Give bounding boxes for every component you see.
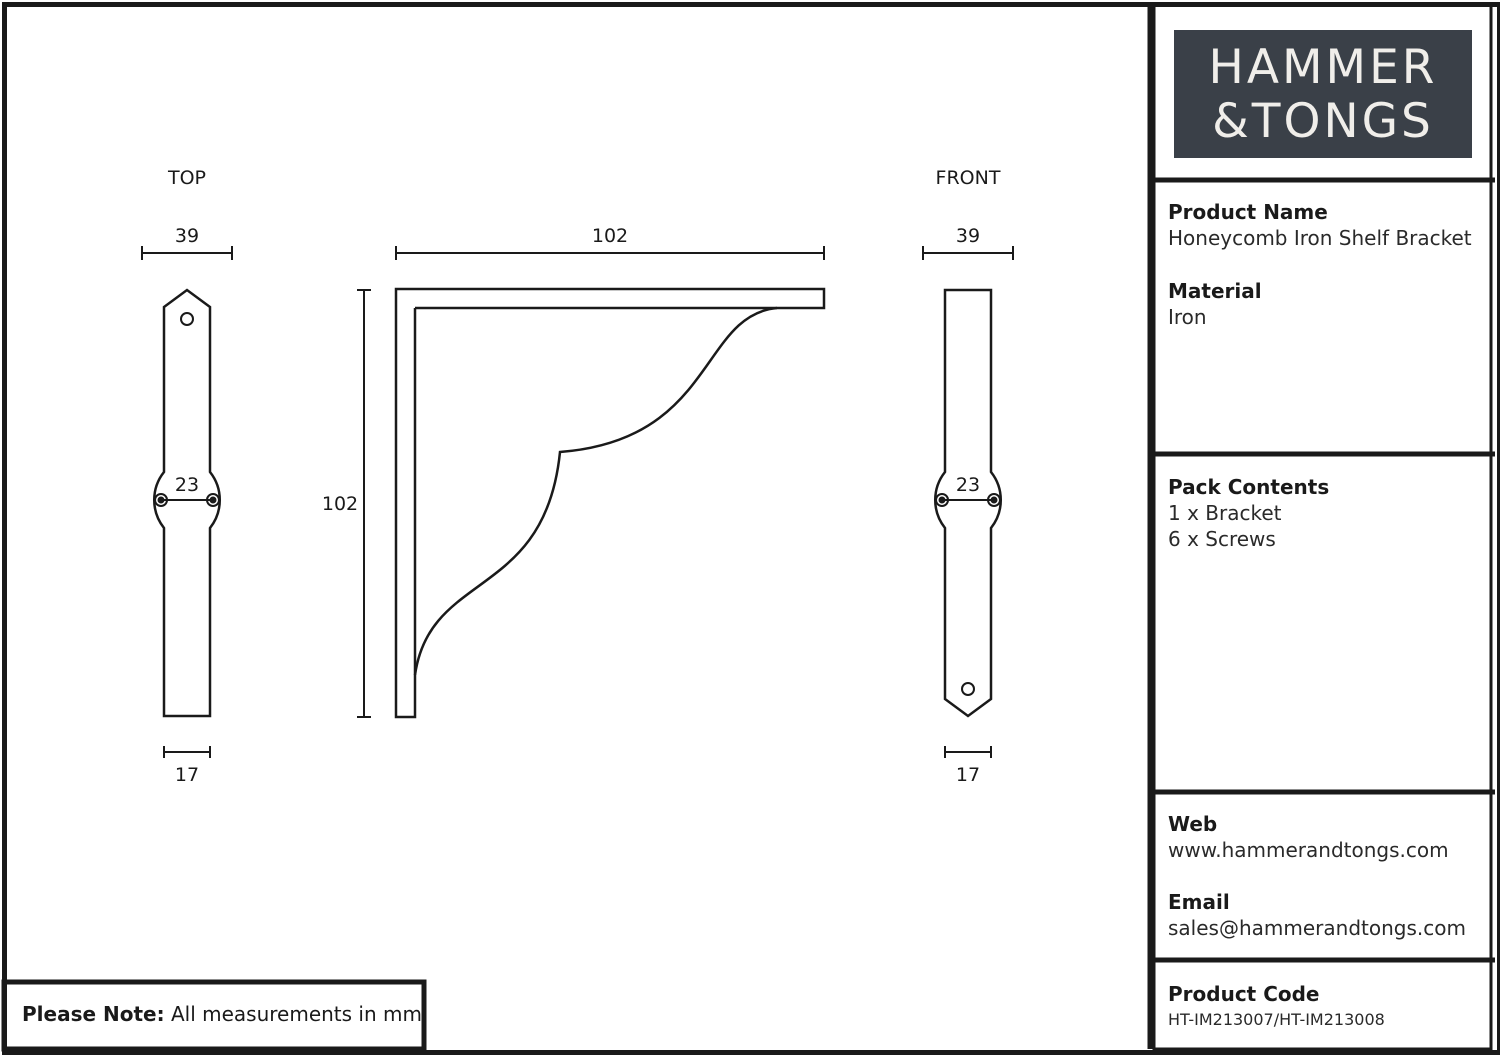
- front-view-strap-width-label: 17: [955, 764, 981, 786]
- web-label: Web: [1168, 812, 1218, 836]
- measurement-note-text: All measurements in mm: [170, 1002, 422, 1026]
- pack-contents-line2: 6 x Screws: [1168, 527, 1276, 551]
- pack-contents-label: Pack Contents: [1168, 475, 1330, 499]
- top-view-width-label: 39: [174, 225, 200, 247]
- front-view-screw-hole: [962, 683, 974, 695]
- front-view-width-dimension: [923, 246, 1013, 260]
- side-view-height-label: 102: [321, 493, 359, 515]
- side-view-length-dimension: [396, 246, 824, 260]
- product-code-value: HT-IM213007/HT-IM213008: [1168, 1010, 1385, 1029]
- top-view-screw-hole: [181, 313, 193, 325]
- product-name-label: Product Name: [1168, 200, 1328, 224]
- front-view-hole-spacing-label: 23: [955, 474, 981, 496]
- email-link[interactable]: sales@hammerandtongs.com: [1168, 916, 1466, 940]
- top-view-strap: [154, 290, 220, 716]
- product-name-value: Honeycomb Iron Shelf Bracket: [1168, 226, 1472, 250]
- brand-logo-line1: HAMMER: [1208, 40, 1438, 95]
- top-view-label: TOP: [167, 167, 207, 189]
- material-value: Iron: [1168, 305, 1207, 329]
- top-view-hole-spacing-label: 23: [174, 474, 200, 496]
- top-view-strap-width-label: 17: [174, 764, 200, 786]
- measurement-note: [22, 1002, 422, 1026]
- front-view-width-label: 39: [955, 225, 981, 247]
- brand-logo-line2: &TONGS: [1212, 94, 1434, 149]
- pack-contents-line1: 1 x Bracket: [1168, 501, 1282, 525]
- side-view-height-dimension: [357, 290, 371, 717]
- front-view-label: FRONT: [935, 167, 1001, 189]
- side-view-length-label: 102: [591, 225, 629, 247]
- side-view-bracket: [396, 289, 824, 717]
- front-view-strap: [935, 290, 1001, 716]
- top-view-strap-width-dimension: [164, 746, 210, 758]
- front-view-strap-width-dimension: [945, 746, 991, 758]
- email-label: Email: [1168, 890, 1230, 914]
- web-link[interactable]: www.hammerandtongs.com: [1168, 838, 1449, 862]
- top-view-width-dimension: [142, 246, 232, 260]
- brand-logo: [1174, 30, 1472, 158]
- product-code-label: Product Code: [1168, 982, 1320, 1006]
- measurement-note-label: Please Note:: [22, 1002, 165, 1026]
- material-label: Material: [1168, 279, 1262, 303]
